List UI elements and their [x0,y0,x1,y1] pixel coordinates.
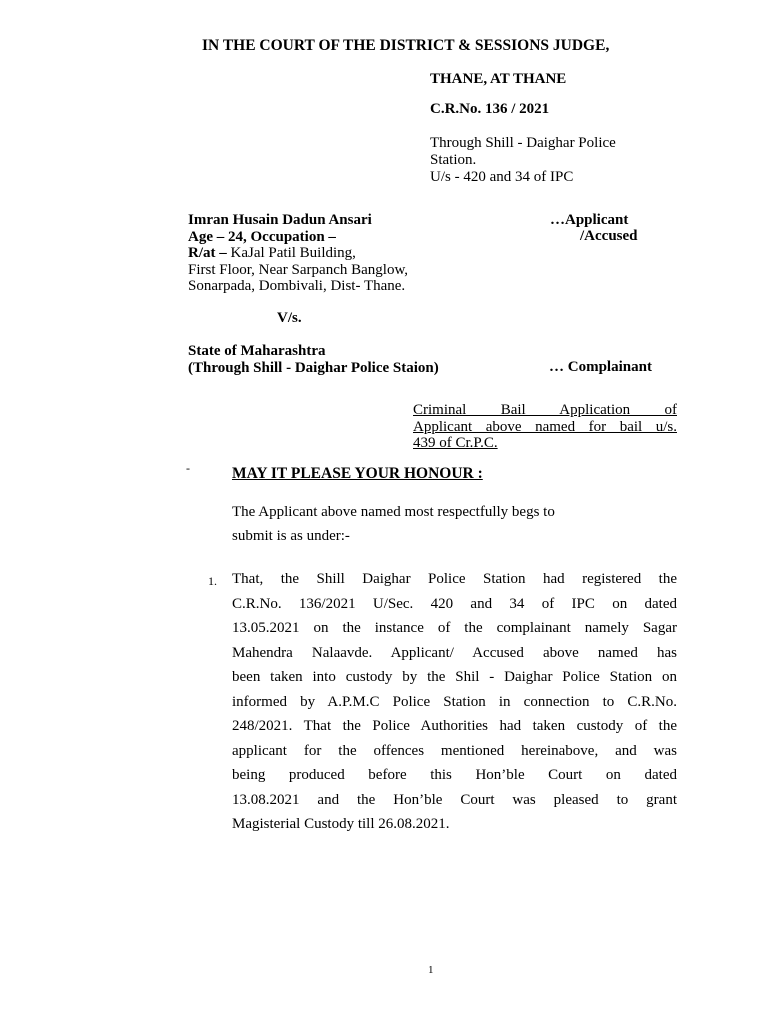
para-line: Mahendra Nalaavde. Applicant/ Accused above named has [232,644,677,661]
applicant-address-line-2: First Floor, Near Sarpanch Banglow, [188,261,409,278]
para-line: being produced before this Hon’ble Court on dated [232,767,677,783]
para-line: C.R.No. 136/2021 U/Sec. 420 and 34 of IPC on dated [232,595,677,612]
dash-mark: - [186,461,190,475]
bail-line-1: Criminal Bail Application of [413,402,677,418]
para-line: informed by A.P.M.C Police Station in connection to C.R.No. [232,693,677,710]
court-heading: IN THE COURT OF THE DISTRICT & SESSIONS JUDGE, [202,37,610,54]
applicant-name: Imran Husain Dadun Ansari [188,212,372,228]
accused-role: /Accused [580,228,638,244]
para-line: applicant for the offences mentioned hereinabove, and was [232,742,677,759]
respondent-name: State of Maharashtra [188,343,326,359]
para-line: 13.05.2021 on the instance of the complainant namely Sagar [232,620,677,636]
applicant-age: Age – 24, Occupation – [188,228,336,245]
applicant-block [188,212,408,295]
through-line-1: Through Shill - Daighar Police [430,135,616,151]
versus: V/s. [277,310,302,326]
applicant-address-line-1 [188,245,408,262]
intro-line-2: submit is as under:- [232,528,350,544]
applicant-address-line-3: Sonarpada, Dombivali, Dist- Thane. [188,278,406,294]
para-line: Magisterial Custody till 26.08.2021. [232,816,450,832]
respondent-block [188,343,439,376]
para-line: 248/2021. That the Police Authorities had taken custody of the [232,718,677,734]
para-line: been taken into custody by the Shil - Daighar Police Station on [232,669,677,685]
bail-application-title [413,402,677,452]
bail-line-3: 439 of Cr.P.C. [413,435,498,451]
intro-line-1: The Applicant above named most respectfully begs to [232,504,555,520]
bail-line-2: Applicant above named for bail u/s. [413,418,677,435]
applicant-role: …Applicant [550,212,629,228]
complainant-role: … Complainant [549,359,652,375]
para-line: 13.08.2021 and the Hon’ble Court was pleased to grant [232,791,677,808]
rat-label: R/at – [188,245,227,261]
section-line: U/s - 420 and 34 of IPC [430,169,574,185]
through-block [430,135,616,186]
para-line: That, the Shill Daighar Police Station had registered the [232,571,677,587]
through-line-2: Station. [430,152,477,168]
page-number: 1 [428,964,434,976]
respondent-through: (Through Shill - Daighar Police Staion) [188,359,439,376]
paragraph-1 [232,567,677,837]
court-place: THANE, AT THANE [430,71,567,87]
salutation: MAY IT PLEASE YOUR HONOUR : [232,465,483,482]
intro-text [232,500,555,548]
paragraph-number: 1. [208,574,217,588]
address-text: KaJal Patil Building, [226,245,356,261]
case-number: C.R.No. 136 / 2021 [430,101,550,117]
